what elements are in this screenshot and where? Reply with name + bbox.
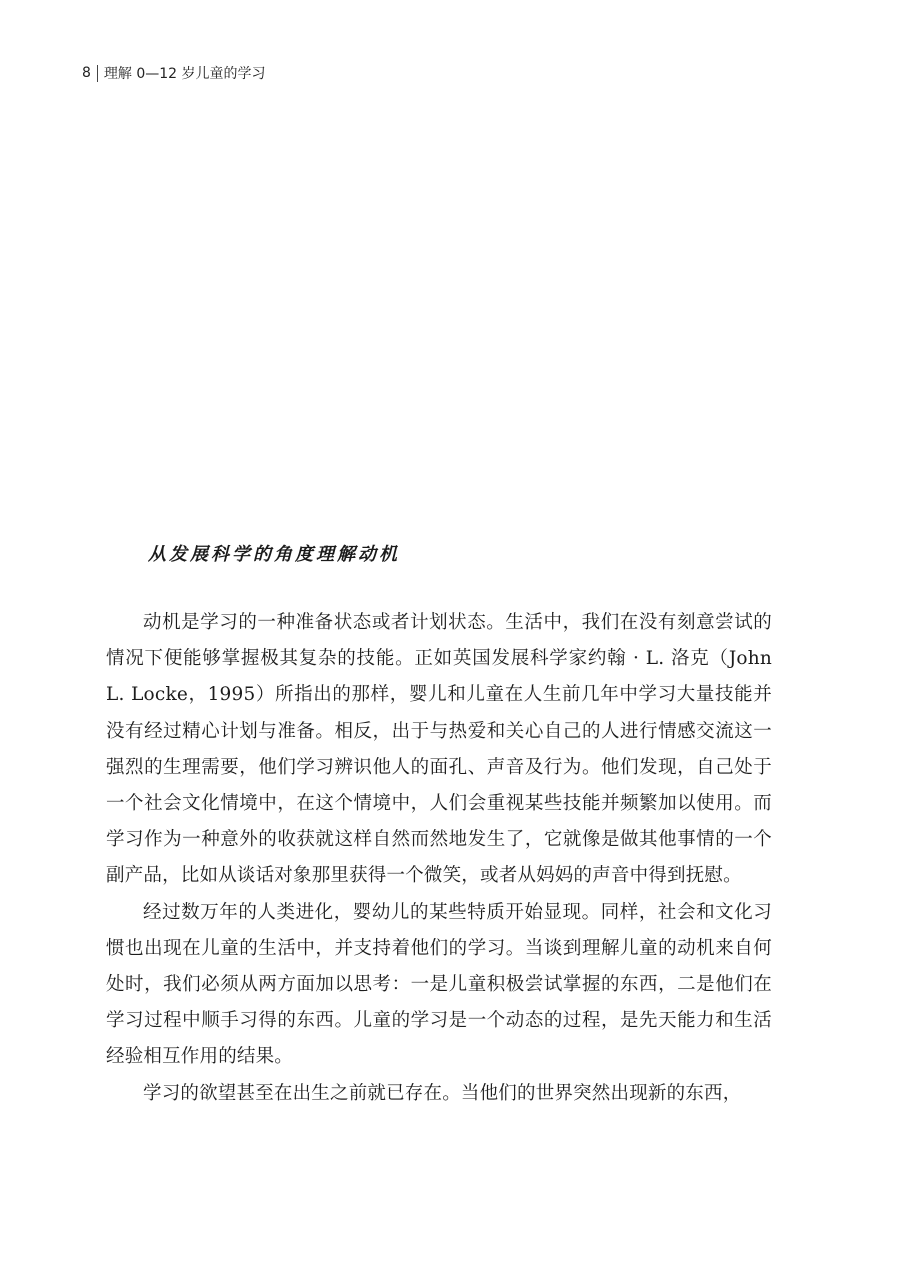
paragraph: 经过数万年的人类进化，婴幼儿的某些特质开始显现。同样，社会和文化习惯也出现在儿童的生活中，并支持着他们的学习。当谈到理解儿童的动机来自何处时，我们必须从两方面加以思考：一是儿童积极尝试掌握的东西，二是他们在学习过程中顺手习得的东西。儿童的学习是一个动态的过程，是先天能力和生活经验相互作用的结果。: [106, 901, 772, 1068]
body-text: [106, 605, 772, 1112]
page-number: 8: [82, 65, 91, 81]
book-title: 理解 0—12 岁儿童的学习: [103, 66, 266, 82]
running-header: [82, 62, 266, 84]
paragraph: 动机是学习的一种准备状态或者计划状态。生活中，我们在没有刻意尝试的情况下便能够掌握极其复杂的技能。正如英国发展科学家约翰 · L. 洛克（John L. Locke，1995）所指出的那样，婴儿和儿童在人生前几年中学习大量技能并没有经过精心计划与准备。相反，出于与热爱和关心自己的人进行情感交流这一强烈的生理需要，他们学习辨识他人的面孔、声音及行为。他们发现，自己处于一个社会文化情境中，在这个情境中，人们会重视某些技能并频繁加以使用。而学习作为一种意外的收获就这样自然而然地发生了，它就像是做其他事情的一个副产品，比如从谈话对象那里获得一个微笑，或者从妈妈的声音中得到抚慰。: [106, 612, 772, 887]
paragraph: 学习的欲望甚至在出生之前就已存在。当他们的世界突然出现新的东西，: [143, 1082, 742, 1104]
section-heading: 从发展科学的角度理解动机: [148, 544, 400, 565]
header-divider: [97, 65, 98, 82]
